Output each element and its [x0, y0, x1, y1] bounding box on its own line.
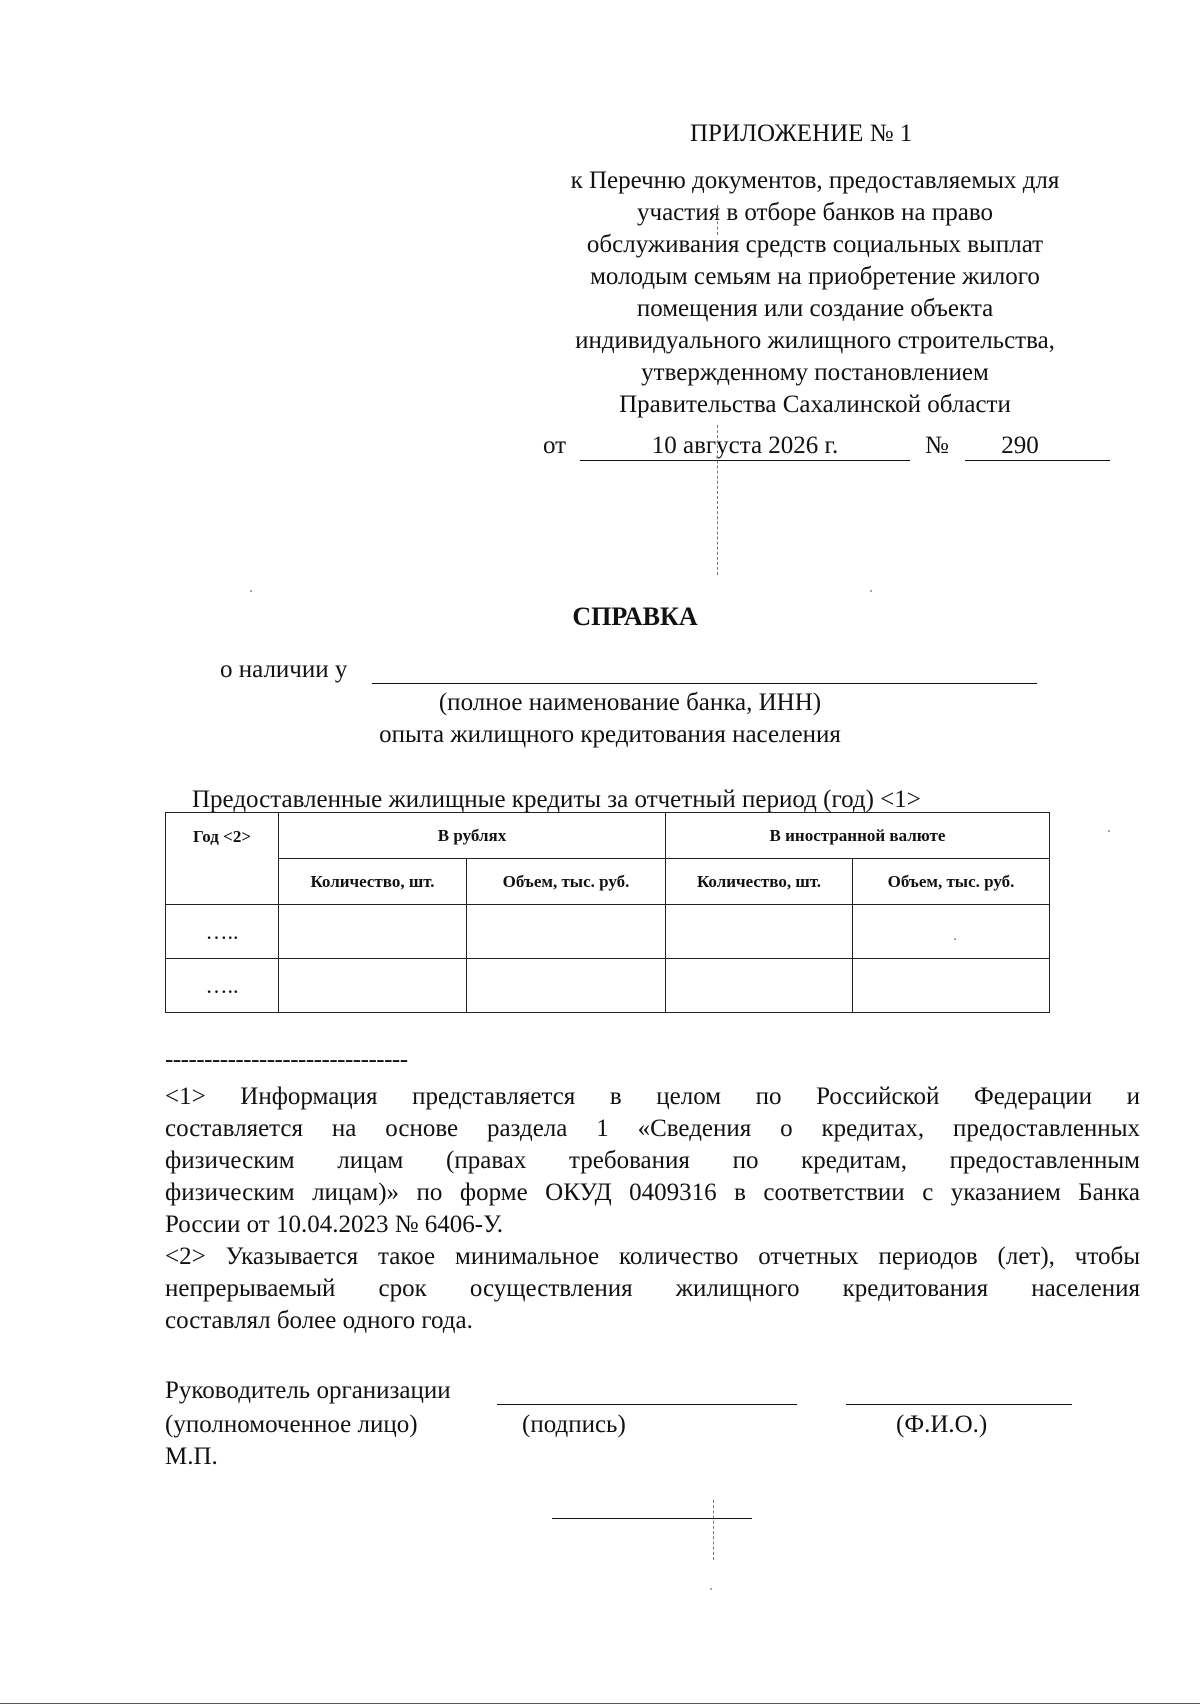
rub-volume-cell — [467, 959, 666, 1013]
table-row — [166, 905, 1050, 959]
document-title: СПРАВКА — [572, 602, 698, 631]
appendix-line: молодым семьям на приобретение жилого — [590, 263, 1040, 290]
signature-underline — [497, 1404, 797, 1405]
table-caption: Предоставленные жилищные кредиты за отчетный период (год) <1> — [192, 786, 921, 813]
appendix-title: ПРИЛОЖЕНИЕ № 1 — [690, 120, 913, 147]
year-cell: ….. — [166, 905, 279, 959]
name-underline — [846, 1404, 1072, 1405]
bank-name-underline — [372, 683, 1037, 684]
authorized-label: (уполномоченное лицо) — [165, 1411, 418, 1438]
appendix-line: утвержденному постановлением — [641, 359, 989, 386]
foreign-volume-cell — [853, 905, 1050, 959]
footnote-1 — [165, 1081, 1140, 1241]
document-subtitle: опыта жилищного кредитования населения — [379, 721, 841, 748]
scan-artifact — [713, 1500, 714, 1560]
scan-artifact — [717, 205, 718, 235]
appendix-description — [530, 165, 1100, 421]
year-cell: ….. — [166, 959, 279, 1013]
year-header: Год <2> — [166, 813, 279, 905]
closing-line — [552, 1518, 752, 1519]
rub-quantity-header: Количество, шт. — [279, 859, 467, 905]
scan-artifact — [1108, 830, 1110, 832]
foreign-currency-header: В иностранной валюте — [666, 813, 1050, 859]
appendix-line: помещения или создание объекта — [636, 295, 994, 322]
date-prefix: от — [543, 432, 567, 459]
name-hint: (Ф.И.О.) — [896, 1411, 988, 1438]
appendix-line: Правительства Сахалинской области — [619, 391, 1011, 418]
head-label: Руководитель организации — [165, 1377, 451, 1404]
number-prefix: № — [925, 432, 949, 459]
footnote-line: России от 10.04.2023 № 6406-У. — [165, 1211, 504, 1238]
footnote-separator: ------------------------------- — [165, 1046, 408, 1073]
appendix-line: индивидуального жилищного строительства, — [575, 327, 1055, 354]
footnote-line: составлял более одного года. — [165, 1307, 473, 1334]
appendix-line: участия в отборе банков на право — [637, 199, 993, 226]
foreign-quantity-cell — [666, 959, 853, 1013]
scan-artifact — [954, 938, 956, 940]
appendix-line: обслуживания средств социальных выплат — [586, 231, 1044, 258]
rub-volume-header: Объем, тыс. руб. — [467, 859, 666, 905]
footnote-line: физическим лицам)» по форме ОКУД 0409316 в соответствии с указанием Банка — [165, 1179, 1140, 1206]
scan-artifact — [870, 590, 872, 592]
stamp-label: М.П. — [165, 1443, 218, 1470]
credits-table — [165, 812, 1050, 1013]
rub-quantity-cell — [279, 905, 467, 959]
availability-prefix: о наличии у — [220, 656, 348, 683]
scan-artifact — [717, 425, 718, 575]
scan-artifact — [250, 590, 252, 592]
scan-artifact — [710, 1588, 712, 1590]
footnote-line: непрерываемый срок осуществления жилищного кредитования населения — [165, 1275, 1140, 1302]
footnote-line: физическим лицам (правах требования по кредитам, предоставленным — [165, 1147, 1140, 1174]
foreign-volume-cell — [853, 959, 1050, 1013]
scan-edge — [0, 1703, 1200, 1704]
foreign-quantity-header: Количество, шт. — [666, 859, 853, 905]
signature-hint: (подпись) — [522, 1411, 626, 1438]
rub-header: В рублях — [279, 813, 666, 859]
foreign-volume-header: Объем, тыс. руб. — [853, 859, 1050, 905]
number-value: 290 — [1001, 432, 1039, 459]
date-value: 10 августа 2026 г. — [651, 432, 839, 459]
footnote-2 — [165, 1241, 1140, 1337]
footnote-line: <1> Информация представляется в целом по Российской Федерации и — [165, 1083, 1140, 1110]
foreign-quantity-cell — [666, 905, 853, 959]
rub-volume-cell — [467, 905, 666, 959]
footnote-line: <2> Указывается такое минимальное количество отчетных периодов (лет), чтобы — [165, 1243, 1140, 1270]
table-row — [166, 959, 1050, 1013]
appendix-line: к Перечню документов, предоставляемых для — [570, 167, 1060, 194]
footnote-line: составляется на основе раздела 1 «Сведения о кредитах, предоставленных — [165, 1115, 1140, 1142]
bank-name-hint: (полное наименование банка, ИНН) — [438, 689, 822, 716]
rub-quantity-cell — [279, 959, 467, 1013]
